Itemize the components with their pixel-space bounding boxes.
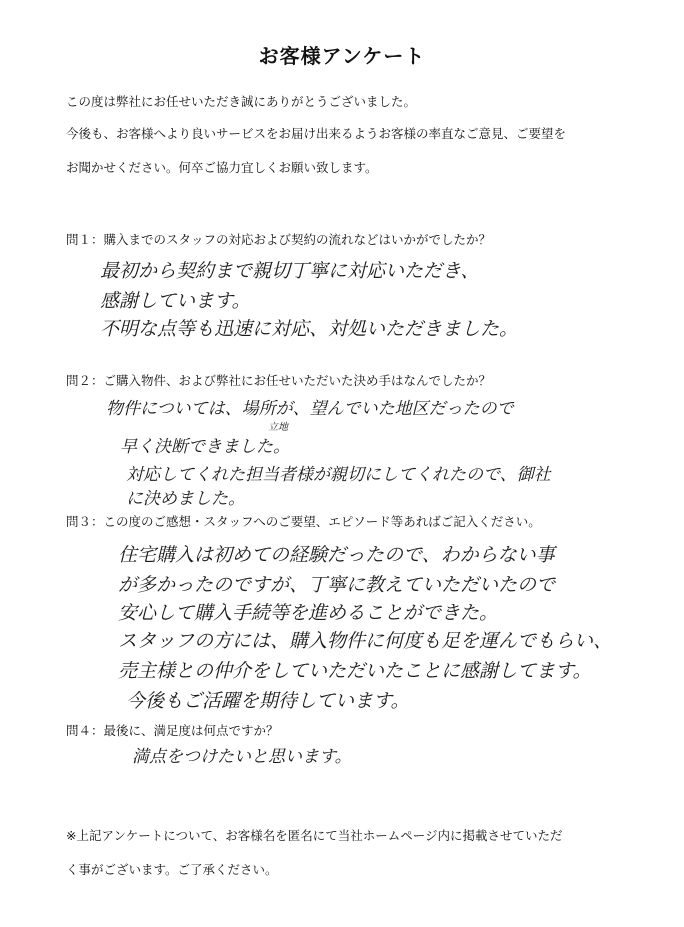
question-3-answer-line-6: 今後もご活躍を期待しています。: [126, 690, 410, 712]
footer-note-line-1: ※上記アンケートについて、お客様名を匿名にて当社ホームページ内に掲載させていただ: [66, 828, 563, 843]
intro-line-1: この度は弊社にお任せいただき誠にありがとうございました。: [66, 94, 417, 109]
question-2-answer-line-4: に決めました。: [126, 489, 245, 509]
question-3-answer-line-4: スタッフの方には、購入物件に何度も足を運んでもらい、: [118, 630, 613, 652]
question-2-answer-line-1: 物件については、場所が、望んでいた地区だったので: [106, 399, 514, 419]
question-2-answer-line-3: 対応してくれた担当者様が親切にしてくれたので、御社: [126, 465, 551, 485]
question-3-answer-line-3: 安心して購入手続等を進めることができた。: [118, 602, 499, 624]
question-2-annotation: 立地: [268, 422, 288, 433]
question-4-answer-line-1: 満点をつけたいと思います。: [132, 747, 352, 767]
intro-line-3: お聞かせください。何卒ご協力宜しくお願い致します。: [66, 160, 378, 175]
footer-note-line-2: く事がございます。ご了承ください。: [66, 862, 278, 877]
question-1-answer-line-1: 最初から契約まで親切丁寧に対応いただき、: [100, 260, 480, 282]
intro-line-2: 今後も、お客様へより良いサービスをお届け出来るようお客様の率直なご意見、ご要望を: [66, 126, 567, 141]
question-2-label: 問２：ご購入物件、および弊社にお任せいただいた決め手はなんでしたか？: [66, 373, 492, 388]
question-3-answer-line-5: 売主様との仲介をしていただいたことに感謝してます。: [118, 660, 592, 682]
question-1-answer-line-2: 感謝しています。: [100, 290, 251, 312]
question-3-label: 問３：この度のご感想・スタッフへのご要望、エピソード等あればご記入ください。: [66, 514, 541, 529]
question-4-label: 問４：最後に、満足度は何点ですか？: [66, 723, 279, 738]
question-3-answer-line-1: 住宅購入は初めての経験だったので、わからない事: [118, 544, 555, 566]
question-1-label: 問１：購入までのスタッフの対応および契約の流れなどはいかがでしたか？: [66, 232, 492, 247]
question-1-answer-line-3: 不明な点等も迅速に対応、対処いただきました。: [100, 318, 519, 340]
question-3-answer-line-2: が多かったのですが、丁寧に教えていただいたので: [118, 574, 556, 596]
page-title: お客様アンケート: [258, 44, 426, 68]
question-2-answer-line-2: 早く決断できました。: [120, 437, 290, 457]
